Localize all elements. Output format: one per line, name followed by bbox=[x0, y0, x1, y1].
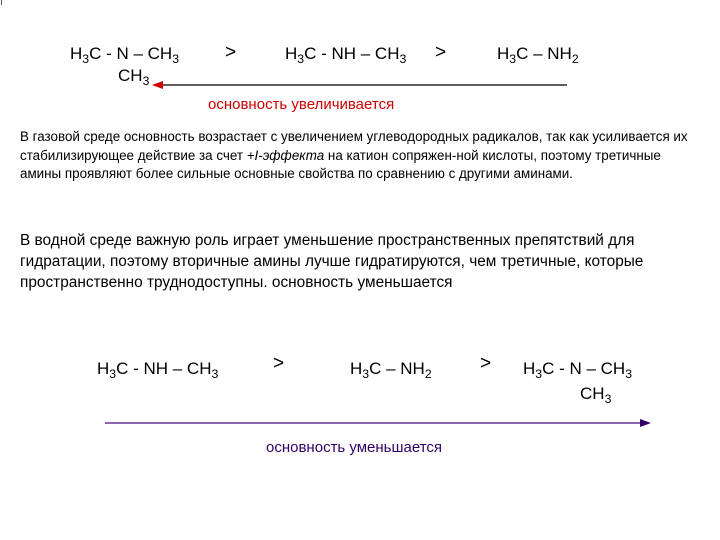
greater-than-sign: > bbox=[273, 353, 285, 374]
formula-dimethylamine: $H_3C$ - NH – $CH_3$ bbox=[285, 44, 407, 66]
gas-phase-paragraph: В газовой среде основность возрастает с увеличением углеводородных радикалов, так как усиливается их стабилизирующее действие за счет +I-эффекта на катион сопряжен-ной кислоты, поэтому третичные амины проявляют более сильные основные свойства по сравнению с другими аминами. bbox=[20, 129, 688, 182]
basicity-decrease-label: основность уменьшается bbox=[266, 439, 443, 456]
greater-than-sign: > bbox=[435, 42, 447, 63]
water-phase-paragraph: В водной среде важную роль играет уменьшение пространственных препятствий для гидратации, поэтому вторичные амины лучше гидратируются, чем третичные, которые пространственно труднодоступны. основность уменьшается bbox=[20, 232, 644, 291]
formula-trimethylamine: $H_3C$ - N – $CH_3$ bbox=[70, 44, 180, 66]
greater-than-sign: > bbox=[225, 42, 237, 63]
formula-dimethylamine: $H_3C$ - NH – $CH_3$ bbox=[97, 359, 219, 381]
formula-trimethylamine-branch: $CH_3$ bbox=[118, 66, 150, 88]
inductive-effect-term: +I-эффекта bbox=[246, 147, 325, 163]
formula-methylamine: $H_3C - NH_2$ bbox=[497, 44, 579, 66]
formula-trimethylamine: $H_3C$ - N – $CH_3$ bbox=[523, 359, 633, 381]
formula-trimethylamine-branch: $CH_3$ bbox=[580, 384, 612, 406]
greater-than-sign: > bbox=[480, 353, 492, 374]
formula-methylamine: $H_3C - NH_2$ bbox=[350, 359, 432, 381]
basicity-increase-label: основность увеличивается bbox=[208, 96, 395, 113]
